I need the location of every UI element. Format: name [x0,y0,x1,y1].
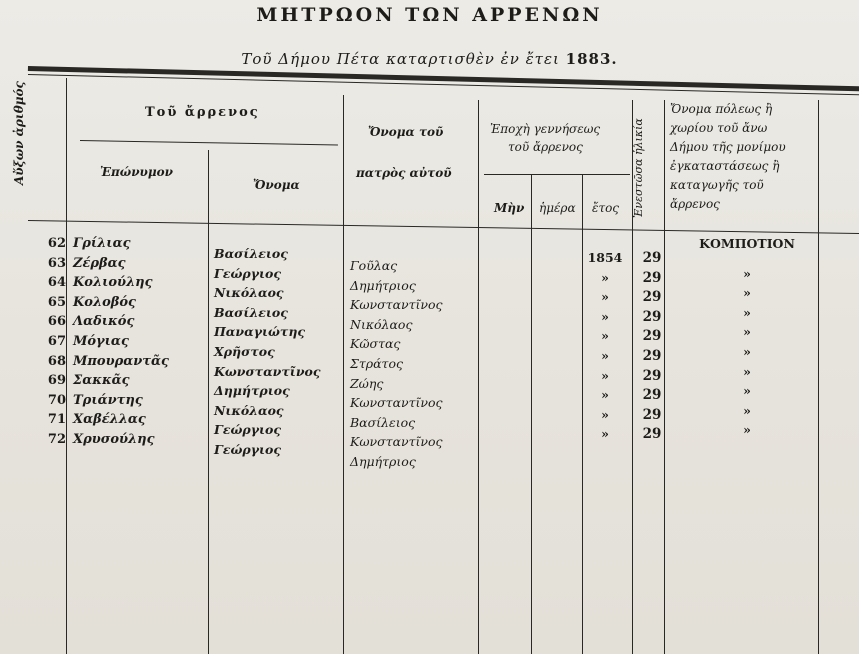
header-current-age: Ἐνεστῶσα ἡλικία [632,118,645,218]
header-town-line: Δήμου τῆς μονίμου [670,140,786,154]
row-father-name: Δημήτριος [350,454,416,469]
row-current-age: 29 [642,426,662,443]
header-father-2: πατρὸς αὐτοῦ [356,166,452,180]
row-number: 71 [47,412,66,428]
row-current-age: 29 [642,387,662,404]
row-number: 68 [47,353,66,369]
row-number: 66 [47,314,66,330]
row-first-name: Γεώργιος [214,442,281,457]
row-first-name: Χρῆστος [214,344,275,359]
col-divider [531,175,532,654]
row-current-age: 29 [642,289,662,306]
row-surname: Μπουραντᾶς [73,353,169,369]
row-current-age: 29 [642,367,662,384]
row-first-name: Νικόλαος [214,285,284,301]
row-surname: Χαβέλλας [73,412,146,428]
male-group-rule [80,140,338,146]
header-town-line: Ὄνομα πόλεως ἢ [670,102,773,116]
top-rule [28,66,859,92]
page-title: ΜΗΤΡΩΟΝ ΤΩΝ ΑΡΡΕΝΩΝ [256,4,603,26]
row-number: 69 [47,373,66,389]
row-number: 65 [47,294,66,310]
header-birth-1: Ἐποχὴ γεννήσεως [490,122,601,136]
row-father-name: Στράτος [350,356,403,371]
header-serial: Αὔξων ἀριθμός [12,81,26,185]
row-town: » [743,304,751,320]
row-birth-year: » [601,367,609,383]
row-birth-year: » [601,308,609,324]
row-surname: Λαδικός [73,314,135,330]
row-birth-year: » [601,269,609,285]
col-divider [66,78,67,654]
row-father-name: Βασίλειος [350,414,416,430]
header-male-group: Τοῦ ἄρρενος [145,105,260,120]
row-first-name: Βασίλειος [214,304,288,320]
header-month: Μὴν [494,201,525,215]
row-town: » [743,383,751,399]
row-father-name: Ζώης [350,375,384,391]
row-father-name: Κῶστας [350,336,401,352]
row-birth-year: » [601,426,609,442]
header-birth-2: τοῦ ἄρρενος [508,140,583,154]
row-first-name: Νικόλαος [214,402,284,418]
header-first-name: Ὄνομα [253,178,300,192]
row-first-name: Κωνσταντῖνος [214,363,321,379]
row-father-name: Κωνσταντῖνος [350,395,443,411]
row-town: » [743,265,751,281]
row-town: » [743,422,751,438]
row-birth-year: » [601,406,609,422]
row-father-name: Κωνσταντῖνος [350,434,443,450]
header-father-1: Ὄνομα τοῦ [368,125,444,139]
row-first-name: Δημήτριος [214,383,290,399]
row-surname: Κολιούλης [73,275,153,291]
row-father-name: Κωνσταντῖνος [350,297,443,313]
row-current-age: 29 [642,269,662,286]
row-father-name: Δημήτριος [350,277,416,293]
row-birth-year: » [601,387,609,403]
row-town: » [743,285,751,301]
birth-group-rule [484,174,630,175]
row-surname: Χρυσούλης [73,432,155,447]
col-divider [478,100,479,654]
row-current-age: 29 [642,250,662,266]
row-surname: Γρίλιας [73,236,131,251]
header-day: ἡμέρα [539,201,576,215]
row-father-name: Γοῦλας [350,258,398,273]
header-town [670,100,786,214]
row-town: » [743,324,751,340]
header-bottom-rule [28,220,859,234]
row-current-age: 29 [642,308,662,325]
col-divider [208,150,209,654]
row-surname: Ζέρβας [73,255,126,271]
row-town: » [743,402,751,418]
subtitle-year: 1883. [565,50,618,68]
row-town: » [743,363,751,379]
row-first-name: Παναγιώτης [214,324,306,340]
row-current-age: 29 [642,406,662,423]
row-birth-year: » [601,348,609,363]
row-birth-year: 1854 [587,250,623,265]
page-subtitle [0,50,859,68]
row-first-name: Γεώργιος [214,265,281,281]
header-surname: Ἐπώνυμον [100,165,173,179]
row-first-name: Γεώργιος [214,422,281,438]
row-number: 72 [47,432,66,447]
row-birth-year: » [601,328,609,344]
header-town-line: καταγωγῆς τοῦ [670,178,764,192]
row-number: 63 [47,255,66,271]
row-current-age: 29 [642,328,662,345]
row-current-age: 29 [642,348,662,364]
row-father-name: Νικόλαος [350,316,413,332]
header-town-line: ἐγκαταστάσεως ἢ [670,159,780,173]
row-number: 62 [47,236,66,251]
row-town: ΚΟΜΠΟΤΙΟΝ [699,236,795,251]
row-surname: Τριάντης [73,392,143,408]
header-year: ἔτος [592,201,620,215]
row-number: 67 [47,334,66,349]
row-surname: Σακκᾶς [73,373,130,389]
row-birth-year: » [601,289,609,305]
header-town-line: χωρίου τοῦ ἄνω [670,121,768,135]
col-divider [343,95,344,654]
row-number: 64 [47,275,66,291]
row-surname: Μόγιας [73,334,129,349]
row-first-name: Βασίλειος [214,246,288,261]
header-town-line: ἄρρενος [670,197,720,211]
subtitle-text: Τοῦ Δήμου Πέτα καταρτισθὲν ἐν ἔτει [241,50,560,68]
row-town: » [743,344,751,359]
row-surname: Κολοβός [73,294,136,310]
row-number: 70 [47,392,66,408]
